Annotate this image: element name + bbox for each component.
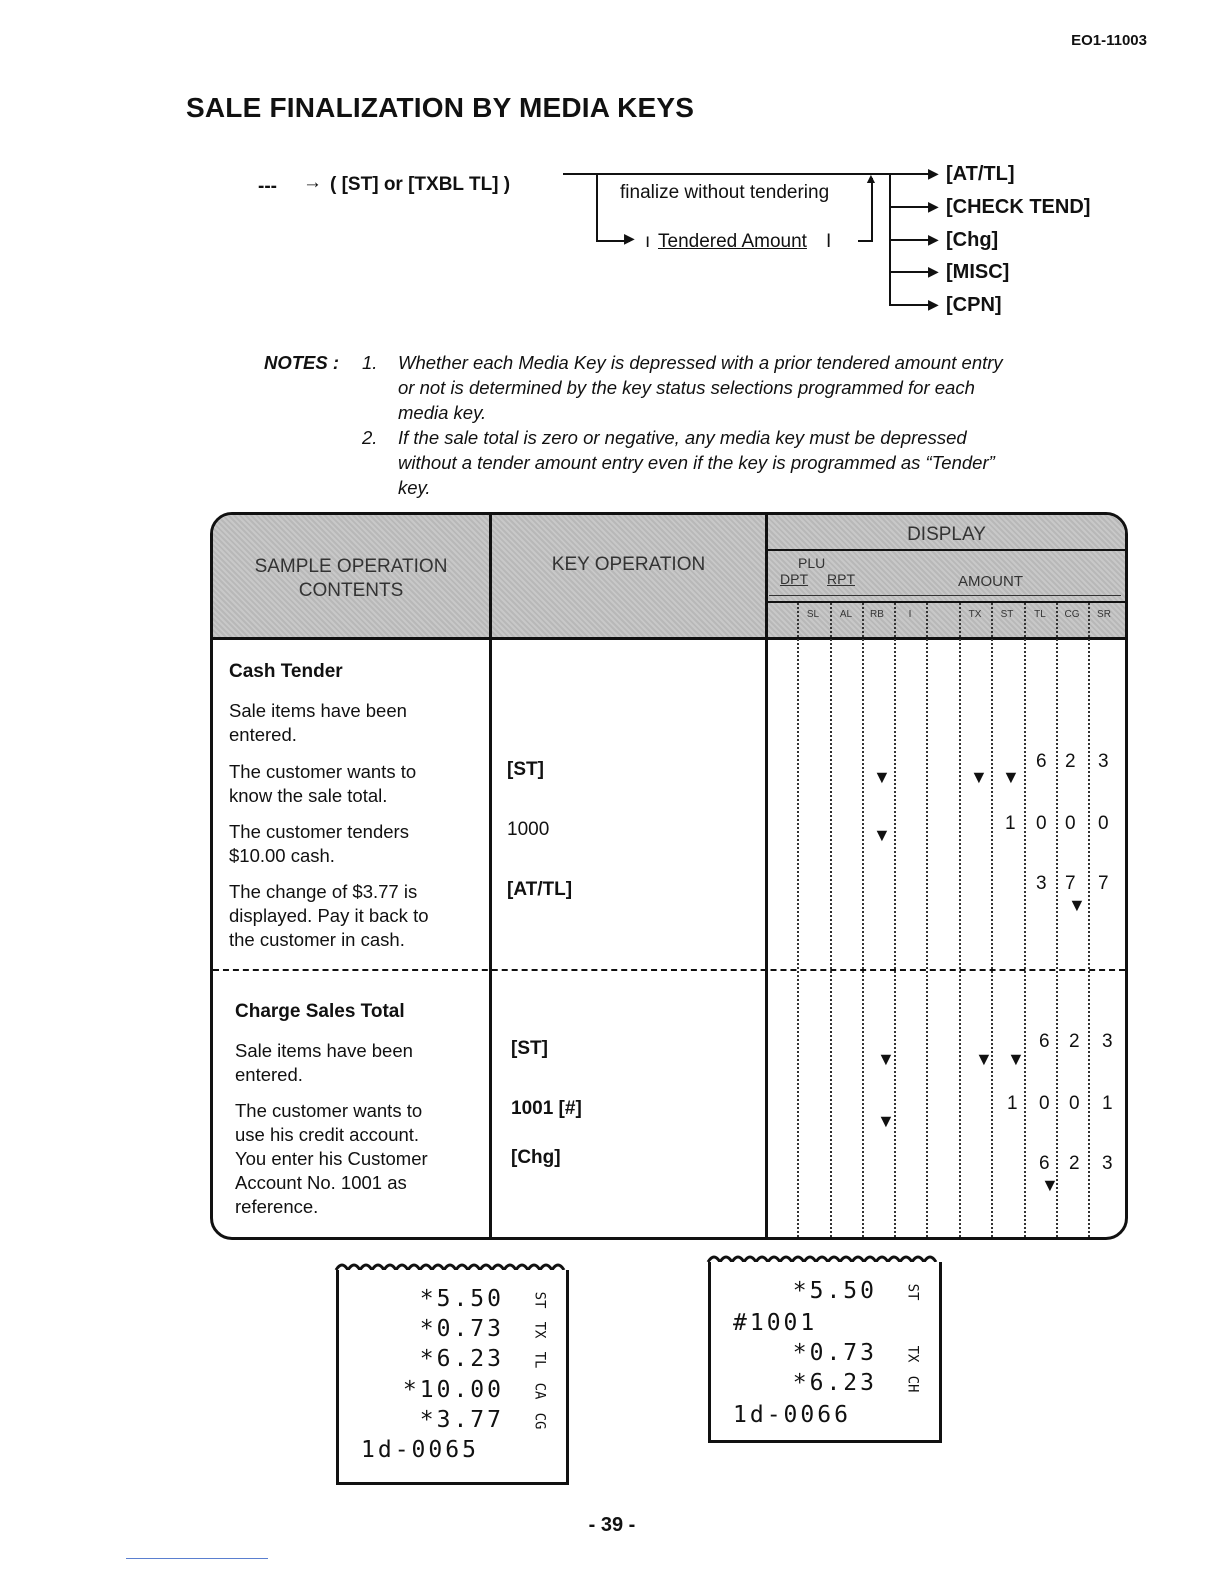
cash-step-line: The change of $3.77 is [229,881,418,902]
tendered-amount: Tendered Amount [658,231,807,252]
receipt-cash [336,1270,569,1485]
flow-line [596,173,598,241]
receipt-tag: ST [904,1283,921,1301]
indicator-marker: ▼ [1002,767,1020,787]
display-digit: 0 [1036,813,1047,834]
arrow-right-icon: ▶ [928,263,939,279]
flow-lead: --- [258,176,277,197]
receipt-charge [708,1262,942,1443]
display-digit: 3 [1102,1153,1113,1174]
charge-step-line: Account No. 1001 as [235,1172,407,1193]
cash-step-line: the customer in cash. [229,929,405,950]
header-amount: AMOUNT [958,573,1023,590]
charge-sales-heading: Charge Sales Total [235,1001,405,1022]
flow-line [889,173,933,175]
display-column [797,603,799,1237]
indicator-marker: ▼ [975,1049,993,1069]
display-column [830,603,832,1237]
key-at-tl: [AT/TL] [507,879,573,900]
document-id: EO1-11003 [1071,32,1147,49]
page-title: SALE FINALIZATION BY MEDIA KEYS [186,92,695,123]
table-rule [765,515,768,1237]
cash-step-text [229,699,407,747]
media-key-chg: [Chg] [946,229,999,251]
receipt-text: *0.73 [792,1340,877,1366]
note-text: If the sale total is zero or negative, any media key must be depressed [398,427,967,448]
indicator-label: I [908,609,912,620]
cash-step-text [229,760,416,808]
receipt-tag: CH [904,1375,921,1393]
table-rule [213,637,1125,640]
flow-line [871,178,873,242]
receipt-text: #1001 [733,1310,818,1336]
media-key-misc: [MISC] [946,261,1010,283]
bottom-rule [126,1558,268,1559]
display-column [1056,603,1058,1237]
section-divider [213,969,1125,971]
receipt-tag: ST [531,1291,548,1309]
indicator-marker: ▼ [873,767,891,787]
display-digit: 3 [1036,873,1047,894]
display-digit: 2 [1069,1031,1080,1052]
receipt-text: *5.50 [419,1286,504,1312]
indicator-label: RB [870,609,884,620]
display-digit: 3 [1102,1031,1113,1052]
page-number: - 39 - [588,1514,636,1536]
receipt-text: *6.23 [792,1370,877,1396]
flow-line [889,206,933,208]
display-digit: 7 [1098,873,1109,894]
cash-step-text [229,880,429,952]
receipt-text: 1d-0065 [361,1437,479,1463]
receipt-text: *0.73 [419,1316,504,1342]
header-rpt: RPT [827,571,855,587]
display-column [1024,603,1026,1237]
arrow-up-icon: ▲ [864,170,878,186]
display-digit: 1 [1007,1093,1018,1114]
charge-step-line: You enter his Customer [235,1148,428,1169]
media-key-cpn: [CPN] [946,294,1002,316]
indicator-label: SR [1097,609,1111,620]
display-digit: 6 [1039,1031,1050,1052]
charge-step-line: reference. [235,1196,319,1217]
indicator-label: ST [1000,609,1014,620]
display-digit: 0 [1069,1093,1080,1114]
indicator-marker: ▼ [877,1049,895,1069]
header-contents [213,555,489,603]
cash-step-line: $10.00 cash. [229,845,335,866]
display-digit: 6 [1039,1153,1050,1174]
table-rule [489,515,492,1237]
flow-line [889,304,933,306]
receipt-tag: TX [904,1345,921,1363]
table-rule [765,549,1125,551]
operation-table [210,512,1128,1240]
indicator-label: TX [968,609,982,620]
indicator-marker: ▼ [1041,1175,1059,1195]
header-key-operation: KEY OPERATION [551,554,706,575]
receipt-tag: TX [531,1321,548,1339]
header-contents-line: CONTENTS [298,580,404,601]
arrow-right-icon: ▶ [624,230,635,246]
indicator-marker: ▼ [877,1111,895,1131]
amount-rule [769,595,1121,596]
receipt-text: *3.77 [419,1407,504,1433]
arrow-right-icon: ▶ [928,296,939,312]
display-column [991,603,993,1237]
flow-line [889,239,933,241]
key-st: [ST] [511,1038,548,1059]
tender-mark: I [826,231,832,252]
note-text: media key. [398,402,487,423]
display-digit: 7 [1065,873,1076,894]
key-st: [ST] [507,759,544,780]
display-digit: 6 [1036,751,1047,772]
display-digit: 0 [1065,813,1076,834]
display-column [926,603,928,1237]
receipt-tag: CA [531,1382,548,1400]
tender-mark: ı [645,231,651,252]
indicator-marker: ▼ [873,825,891,845]
media-key-check-tend: [CHECK TEND] [946,196,1091,218]
arrow-right-icon: ▶ [928,198,939,214]
header-dpt: DPT [780,571,808,587]
receipt-text: 1d-0066 [733,1402,851,1428]
display-digit: 0 [1039,1093,1050,1114]
charge-step-line: use his credit account. [235,1124,420,1145]
receipt-tag: TL [531,1351,548,1369]
cash-step-line: Sale items have been [229,700,407,721]
arrow-right-icon: ▶ [928,231,939,247]
flow-line [563,173,893,175]
cash-step-line: displayed. Pay it back to [229,905,429,926]
display-column [862,603,864,1237]
indicator-marker: ▼ [970,767,988,787]
note-text: without a tender amount entry even if the key is programmed as “Tender” [398,452,995,473]
finalize-without-tendering: finalize without tendering [620,182,830,203]
receipt-text: *5.50 [792,1278,877,1304]
header-display: DISPLAY [907,524,986,545]
display-digit: 3 [1098,751,1109,772]
charge-step-line: The customer wants to [235,1100,423,1121]
cash-step-line: know the sale total. [229,785,388,806]
receipt-text: *6.23 [419,1346,504,1372]
flow-start-keys: ( [ST] or [TXBL TL] ) [330,174,511,195]
indicator-label: AL [839,609,853,620]
cash-step-text [229,820,409,868]
note-text: Whether each Media Key is depressed with a prior tendered amount entry [398,352,1003,373]
media-key-at-tl: [AT/TL] [946,163,1015,185]
key-amount: 1000 [507,819,550,840]
charge-step-text [235,1099,428,1219]
note-number: 2. [362,427,378,448]
display-digit: 1 [1102,1093,1113,1114]
indicator-label: TL [1034,609,1046,620]
charge-step-text [235,1039,413,1087]
charge-step-line: entered. [235,1064,303,1085]
display-column [1088,603,1090,1237]
display-column [959,603,961,1237]
cash-step-line: The customer wants to [229,761,417,782]
display-column [894,603,896,1237]
receipt-text: *10.00 [402,1377,504,1403]
arrow-right-icon: → [303,172,322,193]
display-digit: 2 [1065,751,1076,772]
cash-tender-heading: Cash Tender [229,661,343,682]
indicator-marker: ▼ [1068,895,1086,915]
key-chg: [Chg] [511,1147,561,1168]
cash-step-line: entered. [229,724,297,745]
display-digit: 0 [1098,813,1109,834]
flow-line [858,240,872,242]
indicator-marker: ▼ [1007,1049,1025,1069]
key-account-number: 1001 [#] [511,1098,582,1119]
header-contents-line: SAMPLE OPERATION [254,556,448,577]
indicator-label: SL [806,609,820,620]
note-number: 1. [362,352,378,373]
arrow-right-icon: ▶ [928,165,939,181]
note-text: or not is determined by the key status selections programmed for each [398,377,975,398]
header-plu: PLU [798,555,826,571]
cash-step-line: The customer tenders [229,821,409,842]
display-digit: 1 [1005,813,1016,834]
display-digit: 2 [1069,1153,1080,1174]
flow-line [889,271,933,273]
receipt-tag: CG [531,1412,548,1430]
notes-label: NOTES : [264,352,340,373]
charge-step-line: Sale items have been [235,1040,413,1061]
table-rule [765,601,1125,603]
note-text: key. [398,477,431,498]
indicator-label: CG [1064,609,1080,620]
